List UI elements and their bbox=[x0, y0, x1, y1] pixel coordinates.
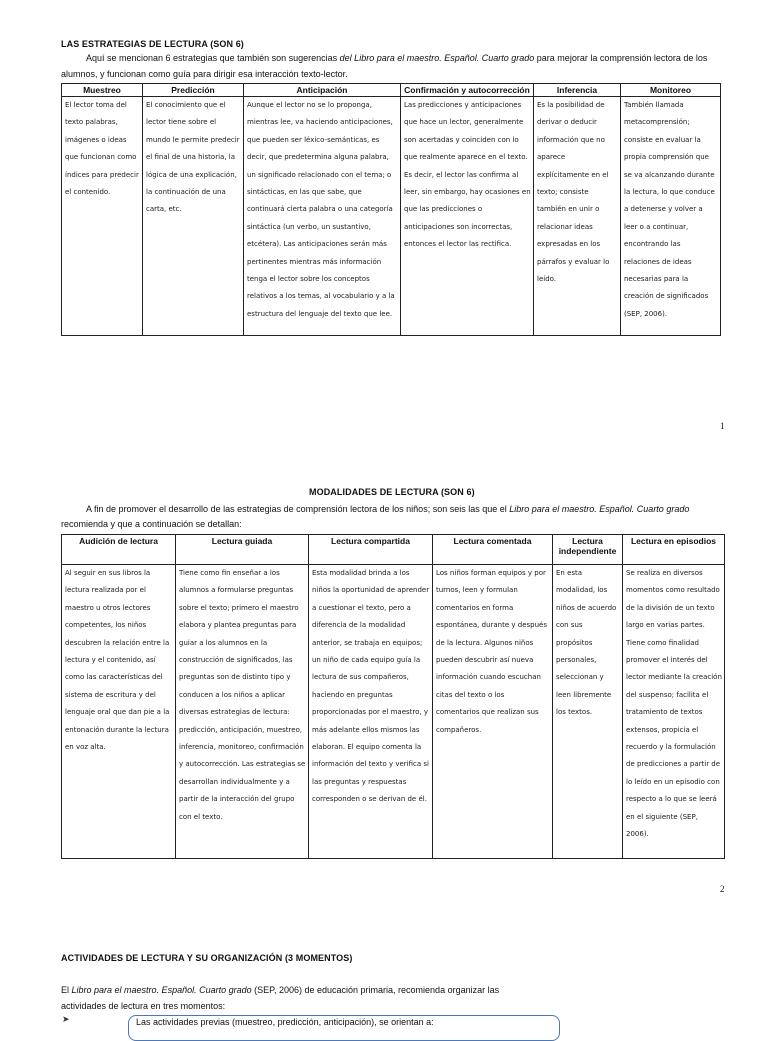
modalities-table bbox=[61, 534, 725, 859]
col-header: Muestreo bbox=[62, 84, 143, 97]
col-header: Lectura comentada bbox=[433, 535, 553, 565]
table-cell: Los niños forman equipos y por turnos, leen y formulan comentarios en forma espontánea, durante y después de la lectura. Algunos niños pueden descubrir así nueva información cuando escuchan citas del texto o los comentarios que realizan sus compañeros. bbox=[433, 565, 553, 859]
page-number: 1 bbox=[720, 421, 725, 431]
table-header-row bbox=[62, 535, 725, 565]
table-cell: Es la posibilidad de derivar o deducir información que no aparece explícitamente en el texto; consiste también en unir o relacionar ideas expresadas en los párrafos y evaluar lo leído. bbox=[534, 97, 621, 336]
section-title-modalidades: MODALIDADES DE LECTURA (SON 6) bbox=[309, 487, 475, 497]
col-header: Confirmación y autocorrección bbox=[401, 84, 534, 97]
page-number: 2 bbox=[720, 884, 725, 894]
table-cell: El lector toma del texto palabras, imágenes o ideas que funcionan como índices para predecir el contenido. bbox=[62, 97, 143, 336]
col-header: Monitoreo bbox=[621, 84, 721, 97]
table-cell: Tiene como fin enseñar a los alumnos a formularse preguntas sobre el texto; primero el maestro elabora y plantea preguntas para guiar a los alumnos en la construcción de significados, las preguntas son de distinto tipo y conducen a los niños a aplicar diversas estrategias de lectura: predicción, anticipación, muestreo, inferencia, monitoreo, confirmación y autocorrección. Las estrategias se desarrollan individualmente y a partir de la interacción del grupo con el texto. bbox=[176, 565, 309, 859]
table-cell: Aunque el lector no se lo proponga, mientras lee, va haciendo anticipaciones, que pueden ser léxico-semánticas, es decir, que predetermina alguna palabra, un significado relacionado con el tema; o sintácticas, en las que sabe, que continuará cierta palabra o una categoría sintáctica (un verbo, un sustantivo, etcétera). Las anticipaciones serán más pertinentes mientras más información tenga el lector sobre los conceptos relativos a los temas, al vocabulario y a la estructura del lenguaje del texto que lee. bbox=[244, 97, 401, 336]
table-cell: Esta modalidad brinda a los niños la oportunidad de aprender a cuestionar el texto, pero a diferencia de la modalidad anterior, se trabaja en equipos; un niño de cada equipo guía la lectura de sus compañeros, haciendo en preguntas proporcionadas por el maestro, y más adelante ellos mismos las elaboran. El equipo comenta la información del texto y verifica si las preguntas y respuestas corresponden o se derivan de él. bbox=[309, 565, 433, 859]
intro-estrategias-line2: alumnos, y funcionan como guía para dirigir esa interacción texto-lector. bbox=[61, 69, 348, 79]
col-header: Inferencia bbox=[534, 84, 621, 97]
strategies-table bbox=[61, 83, 721, 336]
table-row bbox=[62, 565, 725, 859]
table-cell: Las predicciones y anticipaciones que hace un lector, generalmente son acertadas y coinciden con lo que realmente aparece en el texto. Es decir, el lector las confirma al leer, sin embargo, hay ocasiones en que las predicciones o anticipaciones son incorrectas, entonces el lector las rectifica. bbox=[401, 97, 534, 336]
table-cell: Se realiza en diversos momentos como resultado de la división de un texto largo en varias partes. Tiene como finalidad promover el interés del lector mediante la creación del suspenso; facilita el tratamiento de textos extensos, propicia el recuerdo y la formulación de predicciones a partir de lo leído en un episodio con respecto a lo que se leerá en el siguiente (SEP, 2006). bbox=[623, 565, 725, 859]
col-header: Predicción bbox=[143, 84, 244, 97]
arrow-bullet-icon: ➤ bbox=[62, 1014, 70, 1024]
section-title-estrategias: LAS ESTRATEGIAS DE LECTURA (SON 6) bbox=[61, 39, 244, 49]
table-cell: También llamada metacomprensión; consiste en evaluar la propia comprensión que se va alcanzando durante la lectura, lo que conduce a detenerse y volver a leer o a continuar, encontrando las relaciones de ideas necesarias para la creación de significados (SEP, 2006). bbox=[621, 97, 721, 336]
col-header: Lectura independiente bbox=[553, 535, 623, 565]
intro-estrategias-line1: Aquí se mencionan 6 estrategias que también son sugerencias del Libro para el maestro. Español. Cuarto grado para mejorar la comprensión lectora de los bbox=[86, 53, 708, 63]
col-header: Anticipación bbox=[244, 84, 401, 97]
intro-actividades-line2: actividades de lectura en tres momentos: bbox=[61, 1001, 226, 1011]
intro-actividades-line1: El Libro para el maestro. Español. Cuarto grado (SEP, 2006) de educación primaria, recomienda organizar las bbox=[61, 985, 500, 995]
table-header-row bbox=[62, 84, 721, 97]
table-cell: El conocimiento que el lector tiene sobre el mundo le permite predecir el final de una historia, la lógica de una explicación, la continuación de una carta, etc. bbox=[143, 97, 244, 336]
section-title-actividades: ACTIVIDADES DE LECTURA Y SU ORGANIZACIÓN (3 MOMENTOS) bbox=[61, 953, 353, 963]
table-row bbox=[62, 97, 721, 336]
bullet-text: Las actividades previas (muestreo, predicción, anticipación), se orientan a: bbox=[136, 1017, 434, 1027]
col-header: Lectura en episodios bbox=[623, 535, 725, 565]
col-header: Lectura compartida bbox=[309, 535, 433, 565]
intro-modalidades-line2: recomienda y que a continuación se detallan: bbox=[61, 519, 242, 529]
table-cell: Al seguir en sus libros la lectura realizada por el maestro u otros lectores competentes, los niños descubren la relación entre la lectura y el contenido, así como las características del sistema de escritura y del lenguaje oral que dan pie a la entonación durante la lectura en voz alta. bbox=[62, 565, 176, 859]
table-cell: En esta modalidad, los niños de acuerdo con sus propósitos personales, seleccionan y leen libremente los textos. bbox=[553, 565, 623, 859]
col-header: Lectura guiada bbox=[176, 535, 309, 565]
intro-modalidades-line1: A fin de promover el desarrollo de las estrategias de comprensión lectora de los niños; son seis las que el Libro para el maestro. Español. Cuarto grado bbox=[86, 504, 690, 514]
col-header: Audición de lectura bbox=[62, 535, 176, 565]
